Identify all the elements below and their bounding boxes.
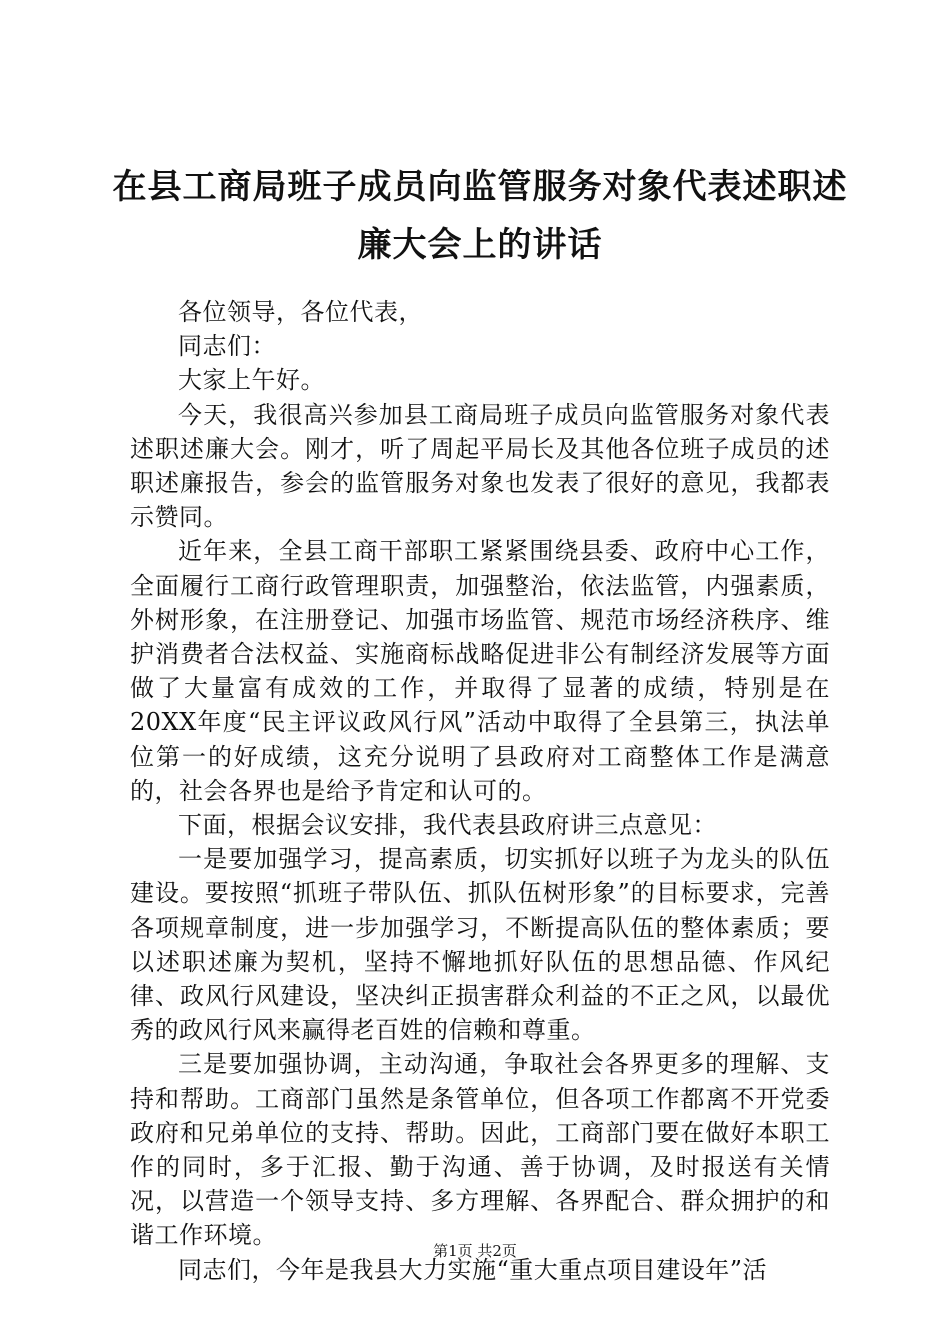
salutation-comrades: 同志们： (178, 332, 276, 361)
paragraph-closing: 同志们，今年是我县大力实施“重大重点项目建设年”活 (178, 1255, 768, 1284)
paragraph-point-one: 一是要加强学习，提高素质，切实抓好以班子为龙头的队伍建设。要按照“抓班子带队伍、抓队伍树形象”的目标要求，完善各项规章制度，进一步加强学习，不断提高队伍的整体素质；要以述职述廉为契机，坚持不懈地抓好队伍的思想品德、作风纪律、政风行风建设，坚决纠正损害群众利益的不正之风，以最优秀的政风行风来赢得老百姓的信赖和尊重。 (130, 845, 830, 1045)
paragraph-achievements: 近年来，全县工商干部职工紧紧围绕县委、政府中心工作，全面履行工商行政管理职责，加强整治，依法监管，内强素质，外树形象，在注册登记、加强市场监管、规范市场经济秩序、维护消费者合法权益、实施商标战略促进非公有制经济发展等方面做了大量富有成效的工作，并取得了显著的成绩，特别是在20XX年度“民主评议政风行风”活动中取得了全县第三，执法单位第一的好成绩，这充分说明了县政府对工商整体工作是满意的，社会各界也是给予肯定和认可的。 (130, 537, 830, 805)
salutation-leaders: 各位领导，各位代表， (178, 298, 423, 326)
paragraph-point-three: 三是要加强协调，主动沟通，争取社会各界更多的理解、支持和帮助。工商部门虽然是条管单位，但各项工作都离不开党委政府和兄弟单位的支持、帮助。因此，工商部门要在做好本职工作的同时，多于汇报、勤于沟通、善于协调，及时报送有关情况，以营造一个领导支持、多方理解、各界配合、群众拥护的和谐工作环境。 (130, 1050, 830, 1250)
document-body (130, 295, 830, 1287)
paragraph-opinions-intro: 下面，根据会议安排，我代表县政府讲三点意见： (178, 811, 717, 840)
document-title: 在县工商局班子成员向监管服务对象代表述职述廉大会上的讲话 (112, 167, 848, 265)
greeting: 大家上午好。 (178, 366, 325, 395)
page-number-footer: 第1页 共2页 (433, 1242, 517, 1260)
paragraph-intro: 今天，我很高兴参加县工商局班子成员向监管服务对象代表述职述廉大会。刚才，听了周起平局长及其他各位班子成员的述职述廉报告，参会的监管服务对象也发表了很好的意见，我都表示赞同。 (130, 400, 830, 532)
